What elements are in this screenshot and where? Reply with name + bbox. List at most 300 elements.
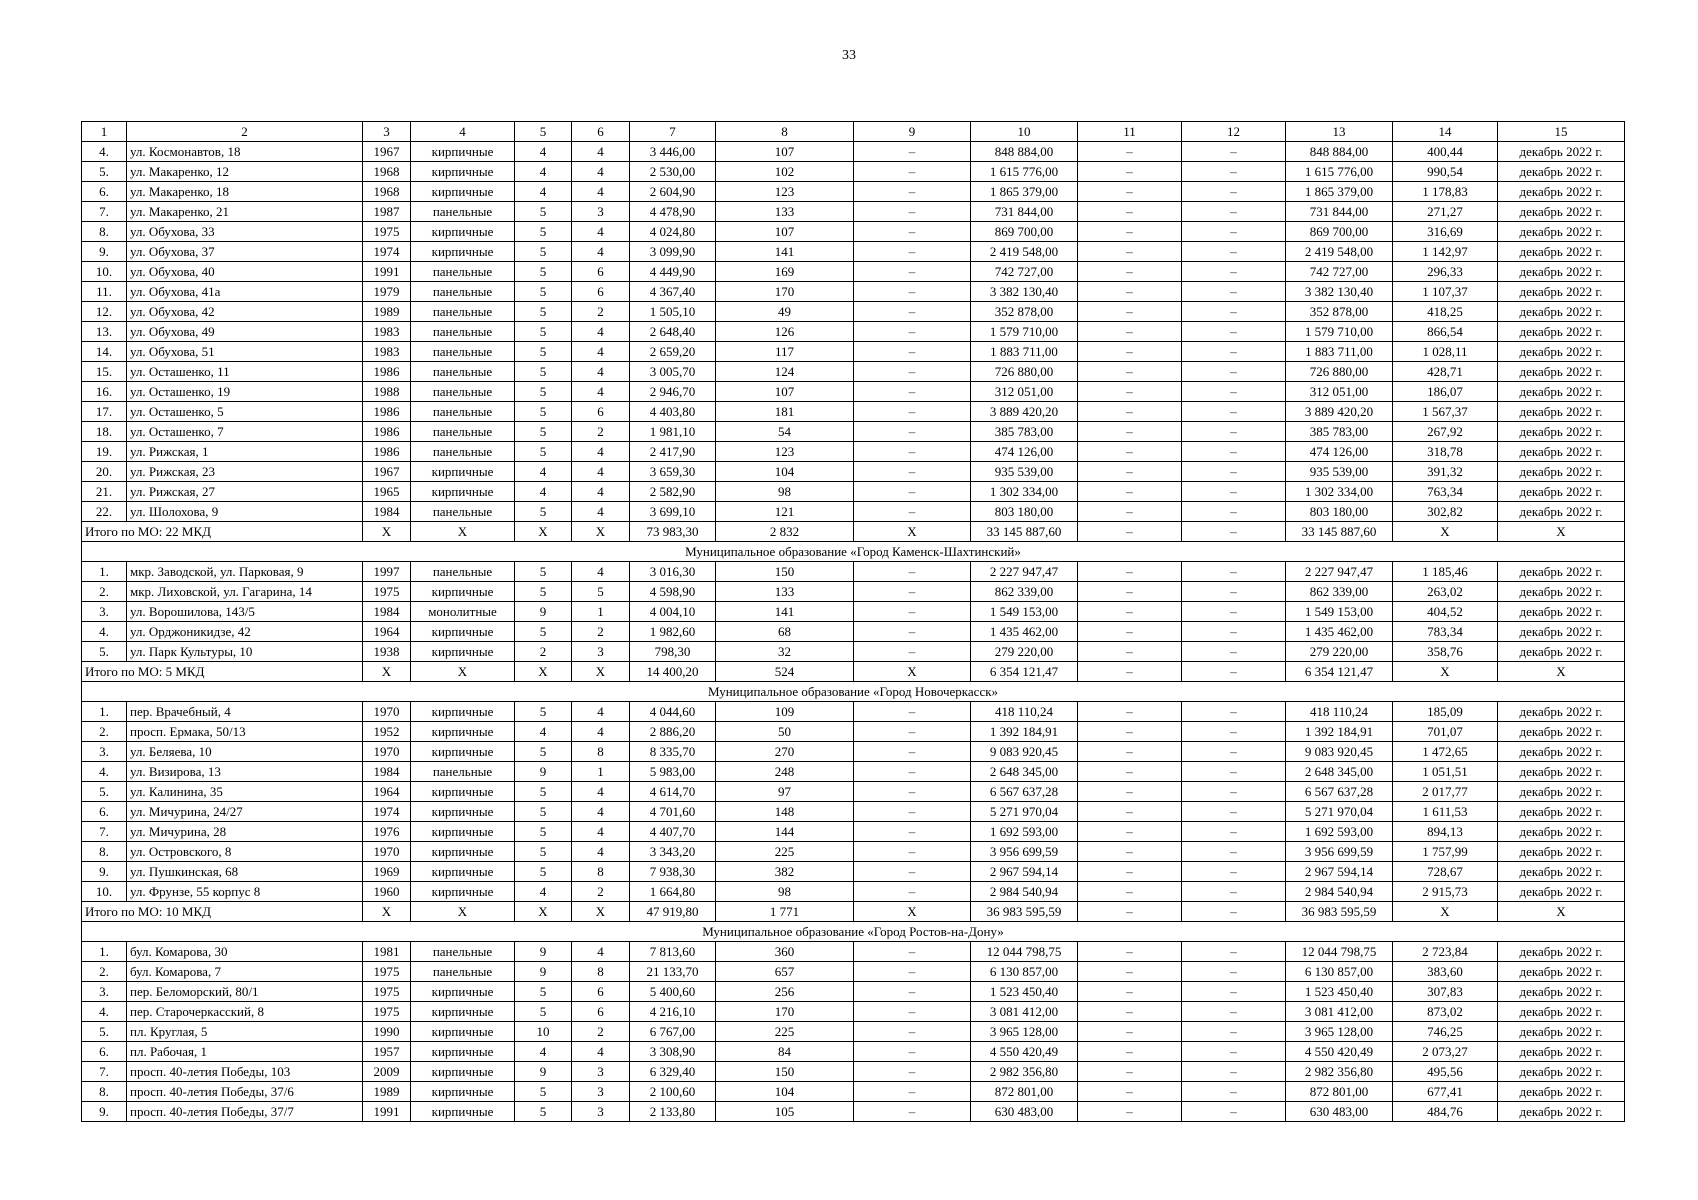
total-cell: X (572, 522, 630, 542)
table-cell: 2 073,27 (1393, 1042, 1498, 1062)
table-cell: 4 (572, 362, 630, 382)
table-cell: 2 530,00 (630, 162, 716, 182)
address-cell: ул. Осташенко, 7 (127, 422, 363, 442)
table-cell: 731 844,00 (1286, 202, 1393, 222)
table-cell: декабрь 2022 г. (1498, 1002, 1625, 1022)
table-cell: 19. (82, 442, 127, 462)
table-cell: – (854, 582, 971, 602)
table-cell: 428,71 (1393, 362, 1498, 382)
housing-register-table (81, 121, 1625, 1122)
table-cell: – (854, 402, 971, 422)
table-cell: 2 648 345,00 (971, 762, 1078, 782)
address-cell: пер. Старочеркасский, 8 (127, 1002, 363, 1022)
table-cell: 2. (82, 962, 127, 982)
table-cell: 4. (82, 142, 127, 162)
total-cell: 6 354 121,47 (1286, 662, 1393, 682)
table-cell: – (1078, 762, 1182, 782)
table-cell: – (1078, 482, 1182, 502)
table-row (82, 222, 1625, 242)
table-cell: 2 967 594,14 (1286, 862, 1393, 882)
table-cell: 6. (82, 1042, 127, 1062)
table-cell: кирпичные (411, 462, 515, 482)
table-cell: 2 (572, 1022, 630, 1042)
table-cell: 3 446,00 (630, 142, 716, 162)
address-cell: бул. Комарова, 30 (127, 942, 363, 962)
table-cell: декабрь 2022 г. (1498, 782, 1625, 802)
table-row (82, 202, 1625, 222)
table-cell: 1970 (363, 842, 411, 862)
table-cell: 383,60 (1393, 962, 1498, 982)
table-cell: 296,33 (1393, 262, 1498, 282)
table-cell: кирпичные (411, 862, 515, 882)
table-cell: 312 051,00 (1286, 382, 1393, 402)
table-cell: 1 185,46 (1393, 562, 1498, 582)
table-cell: декабрь 2022 г. (1498, 142, 1625, 162)
table-cell: 803 180,00 (1286, 502, 1393, 522)
table-row (82, 342, 1625, 362)
table-cell: 5 (515, 562, 572, 582)
table-cell: кирпичные (411, 702, 515, 722)
table-cell: – (854, 462, 971, 482)
table-cell: 9. (82, 862, 127, 882)
table-cell: 4 478,90 (630, 202, 716, 222)
address-cell: ул. Визирова, 13 (127, 762, 363, 782)
table-cell: 6. (82, 802, 127, 822)
table-cell: – (1078, 642, 1182, 662)
address-cell: ул. Макаренко, 12 (127, 162, 363, 182)
table-cell: 1991 (363, 1102, 411, 1122)
table-cell: 2 984 540,94 (1286, 882, 1393, 902)
table-cell: 12 044 798,75 (971, 942, 1078, 962)
table-cell: 5 (515, 322, 572, 342)
table-cell: 5 (515, 742, 572, 762)
table-cell: декабрь 2022 г. (1498, 1102, 1625, 1122)
table-cell: 630 483,00 (971, 1102, 1078, 1122)
table-cell: – (1182, 162, 1286, 182)
total-cell: X (854, 662, 971, 682)
table-cell: – (854, 1022, 971, 1042)
table-cell: 657 (716, 962, 854, 982)
table-cell: панельные (411, 442, 515, 462)
total-cell: X (363, 902, 411, 922)
table-cell: 3 (572, 1062, 630, 1082)
table-cell: – (1182, 482, 1286, 502)
table-cell: – (1078, 182, 1182, 202)
table-cell: – (854, 142, 971, 162)
table-cell: – (1182, 322, 1286, 342)
table-cell: – (854, 982, 971, 1002)
address-cell: ул. Обухова, 49 (127, 322, 363, 342)
table-cell: 10. (82, 882, 127, 902)
table-cell: 4 (572, 702, 630, 722)
table-cell: декабрь 2022 г. (1498, 722, 1625, 742)
table-cell: кирпичные (411, 882, 515, 902)
table-cell: 109 (716, 702, 854, 722)
table-cell: 4 (515, 462, 572, 482)
table-cell: панельные (411, 382, 515, 402)
table-cell: 2 417,90 (630, 442, 716, 462)
table-cell: 385 783,00 (971, 422, 1078, 442)
table-cell: – (1078, 382, 1182, 402)
table-cell: 3. (82, 982, 127, 1002)
table-cell: 1 523 450,40 (971, 982, 1078, 1002)
table-cell: – (854, 1002, 971, 1022)
table-row (82, 162, 1625, 182)
table-cell: 4 550 420,49 (1286, 1042, 1393, 1062)
table-cell: – (1078, 202, 1182, 222)
table-cell: – (1078, 602, 1182, 622)
table-cell: – (1182, 802, 1286, 822)
table-cell: 3 956 699,59 (1286, 842, 1393, 862)
table-cell: 4 (572, 842, 630, 862)
table-row (82, 862, 1625, 882)
table-cell: 1938 (363, 642, 411, 662)
table-cell: – (1078, 1082, 1182, 1102)
table-cell: 5 (515, 342, 572, 362)
total-cell: 47 919,80 (630, 902, 716, 922)
table-cell: декабрь 2022 г. (1498, 482, 1625, 502)
table-cell: 1 472,65 (1393, 742, 1498, 762)
table-cell: 1979 (363, 282, 411, 302)
table-cell: – (854, 642, 971, 662)
table-cell: 5 (515, 1102, 572, 1122)
table-cell: 3 (572, 642, 630, 662)
table-cell: 1983 (363, 322, 411, 342)
table-cell: 9 083 920,45 (971, 742, 1078, 762)
table-cell: 418 110,24 (1286, 702, 1393, 722)
table-cell: 148 (716, 802, 854, 822)
table-cell: 2. (82, 722, 127, 742)
table-cell: 4 403,80 (630, 402, 716, 422)
table-cell: кирпичные (411, 1022, 515, 1042)
table-cell: – (1182, 462, 1286, 482)
table-cell: – (1078, 442, 1182, 462)
table-cell: 1984 (363, 762, 411, 782)
table-cell: 12. (82, 302, 127, 322)
table-cell: кирпичные (411, 622, 515, 642)
table-cell: кирпичные (411, 222, 515, 242)
table-cell: – (1182, 722, 1286, 742)
address-cell: ул. Рижская, 23 (127, 462, 363, 482)
table-cell: 170 (716, 282, 854, 302)
table-cell: 2 (572, 882, 630, 902)
table-cell: – (1078, 562, 1182, 582)
municipality-title: Муниципальное образование «Город Ростов-на-Дону» (82, 922, 1625, 942)
table-cell: 18. (82, 422, 127, 442)
table-cell: – (1182, 342, 1286, 362)
column-number-cell: 9 (854, 122, 971, 142)
table-cell: – (854, 1062, 971, 1082)
table-cell: панельные (411, 262, 515, 282)
table-cell: 105 (716, 1102, 854, 1122)
table-cell: декабрь 2022 г. (1498, 762, 1625, 782)
table-cell: декабрь 2022 г. (1498, 302, 1625, 322)
table-cell: кирпичные (411, 582, 515, 602)
table-cell: декабрь 2022 г. (1498, 1062, 1625, 1082)
table-cell: декабрь 2022 г. (1498, 402, 1625, 422)
table-row (82, 362, 1625, 382)
table-cell: 6 (572, 282, 630, 302)
table-cell: декабрь 2022 г. (1498, 702, 1625, 722)
table-cell: 98 (716, 482, 854, 502)
table-cell: 474 126,00 (1286, 442, 1393, 462)
table-cell: – (854, 1082, 971, 1102)
table-cell: кирпичные (411, 822, 515, 842)
table-cell: – (1078, 242, 1182, 262)
table-cell: 133 (716, 202, 854, 222)
table-cell: 6 (572, 982, 630, 1002)
table-cell: 1 567,37 (1393, 402, 1498, 422)
table-cell: 5. (82, 162, 127, 182)
table-cell: – (1078, 462, 1182, 482)
table-cell: 358,76 (1393, 642, 1498, 662)
table-cell: 630 483,00 (1286, 1102, 1393, 1122)
table-cell: – (854, 962, 971, 982)
municipality-section-row (82, 542, 1625, 562)
table-cell: декабрь 2022 г. (1498, 582, 1625, 602)
table-cell: декабрь 2022 г. (1498, 262, 1625, 282)
address-cell: ул. Беляева, 10 (127, 742, 363, 762)
table-cell: 8. (82, 222, 127, 242)
table-cell: 4 (572, 162, 630, 182)
table-cell: кирпичные (411, 802, 515, 822)
table-cell: 9. (82, 242, 127, 262)
table-cell: декабрь 2022 г. (1498, 862, 1625, 882)
table-cell: 185,09 (1393, 702, 1498, 722)
table-cell: кирпичные (411, 1062, 515, 1082)
table-cell: 1 982,60 (630, 622, 716, 642)
table-cell: 6 567 637,28 (971, 782, 1078, 802)
table-cell: 2 648 345,00 (1286, 762, 1393, 782)
table-cell: декабрь 2022 г. (1498, 442, 1625, 462)
table-cell: 5 (515, 622, 572, 642)
table-cell: кирпичные (411, 842, 515, 862)
table-cell: 4 (572, 802, 630, 822)
table-cell: 4 216,10 (630, 1002, 716, 1022)
table-cell: 990,54 (1393, 162, 1498, 182)
table-cell: 1 549 153,00 (971, 602, 1078, 622)
table-cell: 279 220,00 (971, 642, 1078, 662)
table-cell: – (1078, 222, 1182, 242)
table-cell: 2 604,90 (630, 182, 716, 202)
table-cell: декабрь 2022 г. (1498, 882, 1625, 902)
address-cell: просп. 40-летия Победы, 103 (127, 1062, 363, 1082)
table-cell: 20. (82, 462, 127, 482)
table-cell: 1 865 379,00 (1286, 182, 1393, 202)
table-row (82, 622, 1625, 642)
table-cell: 10. (82, 262, 127, 282)
table-cell: 1 549 153,00 (1286, 602, 1393, 622)
table-cell: 1 523 450,40 (1286, 982, 1393, 1002)
table-cell: – (854, 782, 971, 802)
total-cell: X (411, 902, 515, 922)
address-cell: ул. Парк Культуры, 10 (127, 642, 363, 662)
table-cell: 5 (515, 302, 572, 322)
total-cell: X (572, 662, 630, 682)
table-cell: 1 (572, 602, 630, 622)
table-cell: 5 (515, 282, 572, 302)
table-cell: – (854, 942, 971, 962)
table-row (82, 982, 1625, 1002)
table-cell: панельные (411, 502, 515, 522)
total-cell: X (411, 522, 515, 542)
table-cell: 4 (572, 782, 630, 802)
table-cell: 17. (82, 402, 127, 422)
total-cell: 73 983,30 (630, 522, 716, 542)
table-cell: – (1182, 302, 1286, 322)
table-cell: 9 (515, 942, 572, 962)
table-cell: – (854, 442, 971, 462)
table-cell: 4 024,80 (630, 222, 716, 242)
table-cell: 4 (572, 1042, 630, 1062)
table-body (82, 142, 1625, 1122)
table-row (82, 262, 1625, 282)
table-cell: 400,44 (1393, 142, 1498, 162)
table-cell: 3 016,30 (630, 562, 716, 582)
column-number-cell: 3 (363, 122, 411, 142)
address-cell: пер. Врачебный, 4 (127, 702, 363, 722)
table-cell: 418,25 (1393, 302, 1498, 322)
table-cell: 4 (572, 142, 630, 162)
table-cell: 1975 (363, 1002, 411, 1022)
table-cell: декабрь 2022 г. (1498, 322, 1625, 342)
total-cell: – (1182, 522, 1286, 542)
table-cell: 1964 (363, 622, 411, 642)
table-cell: 5 (515, 982, 572, 1002)
table-cell: 1975 (363, 582, 411, 602)
total-cell: – (1078, 902, 1182, 922)
table-cell: декабрь 2022 г. (1498, 942, 1625, 962)
table-cell: – (1078, 422, 1182, 442)
total-row (82, 522, 1625, 542)
table-cell: – (1182, 862, 1286, 882)
table-cell: 3 889 420,20 (1286, 402, 1393, 422)
table-cell: 4 (572, 322, 630, 342)
table-cell: 352 878,00 (971, 302, 1078, 322)
table-cell: 2 723,84 (1393, 942, 1498, 962)
table-cell: 746,25 (1393, 1022, 1498, 1042)
address-cell: ул. Обухова, 33 (127, 222, 363, 242)
table-cell: 1986 (363, 402, 411, 422)
table-cell: – (1182, 362, 1286, 382)
table-cell: 2 133,80 (630, 1102, 716, 1122)
table-row (82, 502, 1625, 522)
table-cell: кирпичные (411, 742, 515, 762)
table-cell: 1976 (363, 822, 411, 842)
table-cell: 742 727,00 (971, 262, 1078, 282)
municipality-section-row (82, 922, 1625, 942)
table-cell: – (1182, 742, 1286, 762)
table-cell: 1984 (363, 602, 411, 622)
table-cell: 6 130 857,00 (1286, 962, 1393, 982)
table-cell: 50 (716, 722, 854, 742)
table-cell: 150 (716, 562, 854, 582)
table-cell: 3 081 412,00 (971, 1002, 1078, 1022)
table-cell: 9 (515, 602, 572, 622)
table-cell: – (1078, 1022, 1182, 1042)
table-cell: 360 (716, 942, 854, 962)
table-cell: 3 889 420,20 (971, 402, 1078, 422)
table-cell: – (1078, 582, 1182, 602)
table-row (82, 482, 1625, 502)
table-cell: 1991 (363, 262, 411, 282)
address-cell: ул. Обухова, 40 (127, 262, 363, 282)
table-cell: 1 392 184,91 (1286, 722, 1393, 742)
table-cell: 6 567 637,28 (1286, 782, 1393, 802)
table-cell: 8. (82, 842, 127, 862)
table-cell: 5 (515, 702, 572, 722)
table-cell: 9 (515, 762, 572, 782)
table-cell: панельные (411, 342, 515, 362)
table-cell: 6. (82, 182, 127, 202)
table-header (82, 122, 1625, 142)
table-cell: 9 083 920,45 (1286, 742, 1393, 762)
table-cell: – (1182, 622, 1286, 642)
table-cell: 2 886,20 (630, 722, 716, 742)
table-cell: – (854, 342, 971, 362)
table-cell: – (854, 382, 971, 402)
table-cell: декабрь 2022 г. (1498, 842, 1625, 862)
table-cell: – (854, 502, 971, 522)
column-number-cell: 8 (716, 122, 854, 142)
table-cell: 1 (572, 762, 630, 782)
table-cell: – (854, 802, 971, 822)
table-cell: 1 579 710,00 (971, 322, 1078, 342)
table-cell: 1974 (363, 242, 411, 262)
total-cell: 2 832 (716, 522, 854, 542)
table-cell: – (1182, 702, 1286, 722)
table-cell: 1981 (363, 942, 411, 962)
table-cell: 1. (82, 942, 127, 962)
column-number-cell: 14 (1393, 122, 1498, 142)
table-cell: – (1182, 402, 1286, 422)
total-cell: 36 983 595,59 (971, 902, 1078, 922)
table-cell: 54 (716, 422, 854, 442)
table-cell: 8 (572, 742, 630, 762)
table-cell: 4 (572, 222, 630, 242)
table-cell: 7 938,30 (630, 862, 716, 882)
table-cell: – (1182, 422, 1286, 442)
table-cell: – (1182, 822, 1286, 842)
column-number-row (82, 122, 1625, 142)
table-cell: кирпичные (411, 982, 515, 1002)
table-cell: 2 (572, 622, 630, 642)
table-cell: – (1078, 702, 1182, 722)
table-cell: 3 081 412,00 (1286, 1002, 1393, 1022)
table-row (82, 962, 1625, 982)
column-number-cell: 5 (515, 122, 572, 142)
table-cell: декабрь 2022 г. (1498, 502, 1625, 522)
table-cell: 150 (716, 1062, 854, 1082)
address-cell: ул. Осташенко, 5 (127, 402, 363, 422)
table-cell: 1 611,53 (1393, 802, 1498, 822)
column-number-cell: 15 (1498, 122, 1625, 142)
table-cell: 4 (515, 142, 572, 162)
table-cell: 1989 (363, 1082, 411, 1102)
table-cell: 935 539,00 (1286, 462, 1393, 482)
table-cell: 1968 (363, 182, 411, 202)
table-cell: 2 419 548,00 (971, 242, 1078, 262)
table-cell: декабрь 2022 г. (1498, 422, 1625, 442)
table-cell: – (1182, 142, 1286, 162)
table-cell: 8 335,70 (630, 742, 716, 762)
table-cell: кирпичные (411, 1102, 515, 1122)
table-cell: – (854, 242, 971, 262)
table-cell: 385 783,00 (1286, 422, 1393, 442)
table-row (82, 562, 1625, 582)
table-cell: – (1182, 582, 1286, 602)
table-cell: 495,56 (1393, 1062, 1498, 1082)
